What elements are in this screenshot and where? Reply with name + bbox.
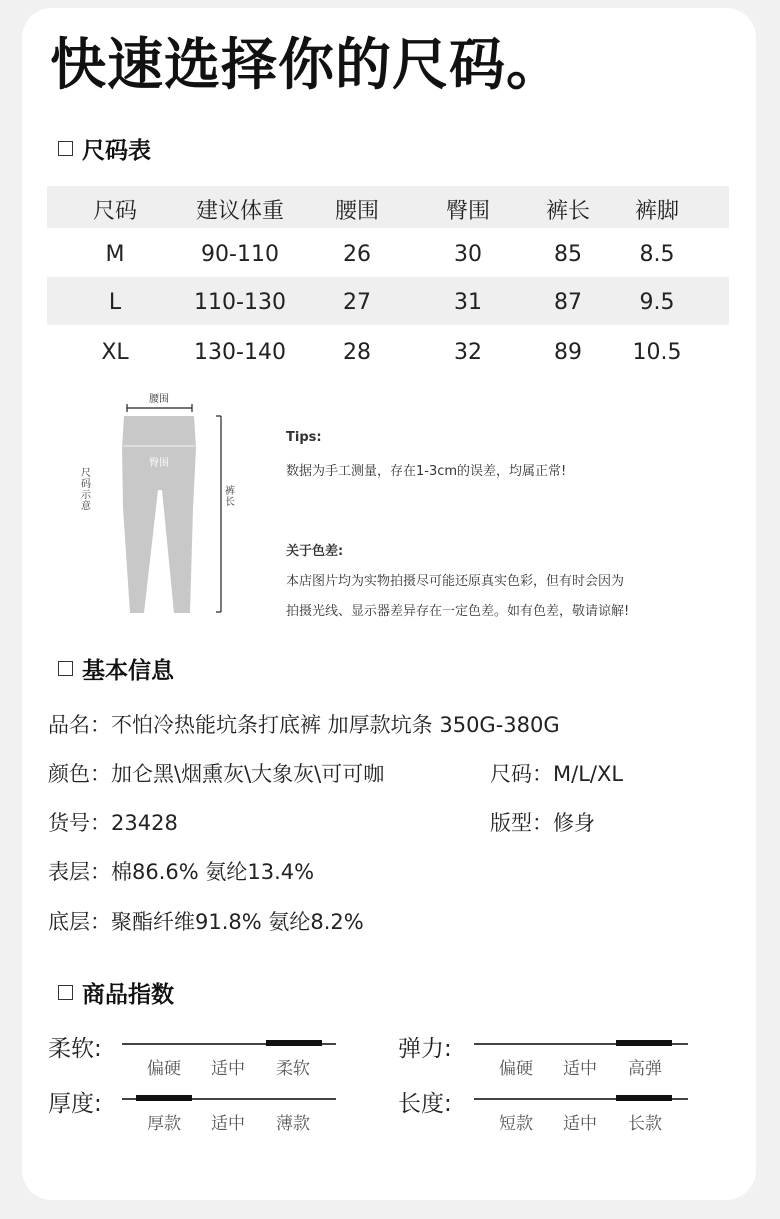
- table-cell: 10.5: [632, 340, 682, 365]
- info-bottom-layer: 底层：聚酯纤维91.8% 氨纶8.2%: [48, 910, 364, 934]
- basic-info-heading: [58, 652, 174, 685]
- thickness-option: 适中: [211, 1114, 245, 1134]
- info-fit: 版型：修身: [490, 811, 595, 835]
- table-cell: 30: [454, 242, 482, 267]
- col-header-hem: 裤脚: [634, 199, 679, 224]
- table-cell: 32: [454, 340, 482, 365]
- col-header-size: 尺码: [92, 199, 137, 224]
- info-size: 尺码：M/L/XL: [490, 762, 624, 786]
- thickness-indicator: [136, 1095, 192, 1101]
- table-cell: 89: [554, 340, 582, 365]
- softness-option: 柔软: [276, 1059, 310, 1079]
- table-cell: 85: [554, 242, 582, 267]
- table-cell: 27: [343, 290, 371, 315]
- table-cell: 26: [343, 242, 371, 267]
- info-surface-layer: 表层：棉86.6% 氨纶13.4%: [48, 860, 315, 884]
- table-cell: M: [105, 242, 125, 267]
- length-option: 适中: [563, 1114, 597, 1134]
- softness-option: 偏硬: [147, 1059, 181, 1079]
- info-item-number: 货号：23428: [48, 811, 178, 835]
- basic-info-heading-label: 基本信息: [82, 658, 174, 684]
- table-cell: 130-140: [194, 340, 286, 365]
- info-product-name: 品名：不怕冷热能坑条打底裤 加厚款坑条 350G-380G: [48, 713, 560, 737]
- tips-text: 数据为手工测量，存在1-3cm的误差，均属正常!: [286, 464, 567, 479]
- length-label: 裤长: [225, 486, 235, 508]
- elasticity-label: 弹力:: [398, 1036, 452, 1062]
- waist-label: 腰围: [149, 394, 169, 405]
- table-cell: 8.5: [639, 242, 675, 267]
- tips-heading: Tips:: [286, 430, 322, 445]
- softness-option: 适中: [211, 1059, 245, 1079]
- info-color: 颜色：加仑黑\烟熏灰\大象灰\可可咖: [48, 762, 385, 786]
- length-option: 短款: [499, 1114, 533, 1134]
- thickness-option: 薄款: [276, 1114, 310, 1134]
- pants-diagram-icon: [110, 398, 240, 618]
- col-header-length: 裤长: [545, 199, 590, 224]
- color-diff-heading: 关于色差:: [286, 544, 344, 559]
- table-cell: XL: [101, 340, 129, 365]
- table-cell: 110-130: [194, 290, 286, 315]
- color-diff-text-2: 拍摄光线、显示器差异存在一定色差。如有色差，敬请谅解!: [286, 604, 630, 619]
- elasticity-option: 偏硬: [499, 1059, 533, 1079]
- table-cell: 31: [454, 290, 482, 315]
- product-index-heading-label: 商品指数: [82, 982, 174, 1008]
- table-cell: 87: [554, 290, 582, 315]
- checkbox-square-icon: [58, 141, 73, 156]
- thickness-option: 厚款: [147, 1114, 181, 1134]
- size-diagram-side-label: 尺码示意: [81, 468, 91, 512]
- hip-label: 臀围: [149, 458, 169, 469]
- softness-indicator: [266, 1040, 322, 1046]
- table-cell: 9.5: [639, 290, 675, 315]
- page-title: 快速选择你的尺码。: [50, 33, 563, 98]
- length-index-label: 长度:: [398, 1091, 452, 1117]
- thickness-label: 厚度:: [48, 1091, 102, 1117]
- elasticity-indicator: [616, 1040, 672, 1046]
- length-option: 长款: [628, 1114, 662, 1134]
- col-header-hip: 臀围: [445, 199, 490, 224]
- size-chart-heading-label: 尺码表: [82, 138, 151, 164]
- table-cell: L: [108, 290, 122, 315]
- size-chart-heading: [58, 132, 151, 165]
- color-diff-text-1: 本店图片均为实物拍摄尽可能还原真实色彩，但有时会因为: [286, 574, 625, 589]
- product-index-heading: [58, 976, 174, 1009]
- length-indicator: [616, 1095, 672, 1101]
- col-header-waist: 腰围: [334, 199, 379, 224]
- elasticity-option: 高弹: [628, 1059, 662, 1079]
- elasticity-option: 适中: [563, 1059, 597, 1079]
- table-cell: 28: [343, 340, 371, 365]
- softness-label: 柔软:: [48, 1036, 102, 1062]
- table-cell: 90-110: [201, 242, 279, 267]
- checkbox-square-icon: [58, 661, 73, 676]
- checkbox-square-icon: [58, 985, 73, 1000]
- col-header-weight: 建议体重: [195, 199, 284, 224]
